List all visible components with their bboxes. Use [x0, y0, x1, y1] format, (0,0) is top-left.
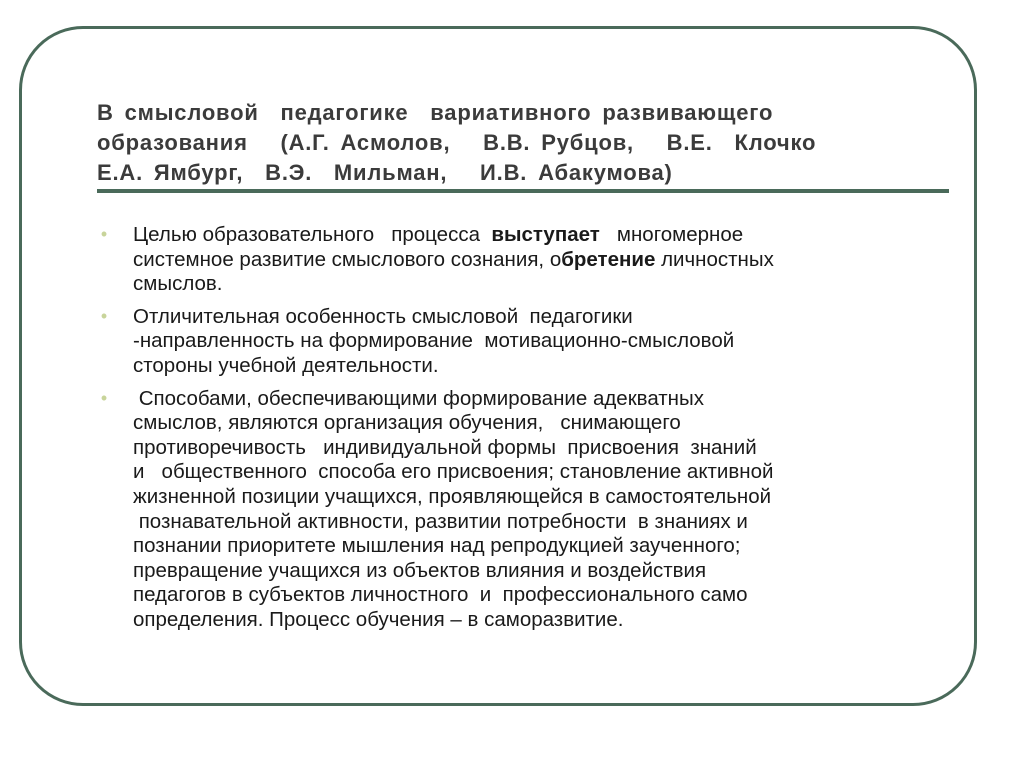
bullet-1-line-3: смыслов.: [133, 272, 223, 296]
bullet-dot-icon: •: [100, 305, 108, 326]
bullet-3-line-5: жизненной позиции учащихся, проявляющейся в самостоятельной: [133, 484, 772, 508]
bullet-3-line-9: педагогов в субъектов личностного и профессионального само: [133, 583, 748, 607]
title-line-1: В смысловой педагогике вариативного развивающего: [97, 100, 774, 125]
slide-title: [97, 98, 927, 188]
bullet-1-text-c: системное развитие смыслового сознания, о: [133, 247, 562, 271]
bullet-3-line-4: и общественного способа его присвоения; становление активной: [133, 460, 774, 484]
bullet-1-bold-bretenie: бретение: [561, 247, 656, 271]
title-line-3: Е.А. Ямбург, В.Э. Мильман, И.В. Абакумова): [97, 160, 673, 185]
bullet-item-1: [97, 223, 947, 297]
bullet-3-line-8: превращение учащихся из объектов влияния и воздействия: [133, 558, 707, 582]
bullet-1-line-2: [133, 248, 947, 273]
bullet-3-line-6: познавательной активности, развитии потребности в знаниях и: [133, 509, 748, 533]
bullet-1-bold-vystupaet: выступает: [491, 223, 600, 246]
title-divider: [97, 189, 949, 193]
bullet-2-line-3: стороны учебной деятельности.: [133, 353, 439, 377]
title-line-2: образования (А.Г. Асмолов, В.В. Рубцов, В.Е. Клочко: [97, 130, 817, 155]
bullet-3-line-10: определения. Процесс обучения – в саморазвитие.: [133, 607, 624, 631]
bullet-1-text-a: Целью образовательного процесса: [133, 223, 492, 246]
bullet-3-line-3: противоречивость индивидуальной формы присвоения знаний: [133, 435, 757, 459]
bullet-dot-icon: •: [100, 224, 108, 244]
bullet-1-line-1: [133, 223, 947, 248]
bullet-dot-icon: •: [100, 387, 108, 408]
bullet-item-2: [97, 305, 947, 379]
bullet-item-3: [97, 387, 947, 633]
bullet-2-line-1: Отличительная особенность смысловой педагогики: [133, 304, 633, 328]
bullet-3-line-1: Способами, обеспечивающими формирование адекватных: [133, 386, 704, 410]
bullet-1-text-d: личностных: [655, 247, 774, 271]
bullet-3-line-7: познании приоритете мышления над репродукцией заученного;: [133, 534, 741, 558]
bullet-2-line-2: -направленность на формирование мотивационно-смысловой: [133, 329, 735, 353]
bullet-list: [97, 223, 947, 641]
bullet-1-text-b: многомерное: [599, 223, 744, 246]
bullet-3-line-2: смыслов, являются организация обучения, снимающего: [133, 411, 681, 435]
